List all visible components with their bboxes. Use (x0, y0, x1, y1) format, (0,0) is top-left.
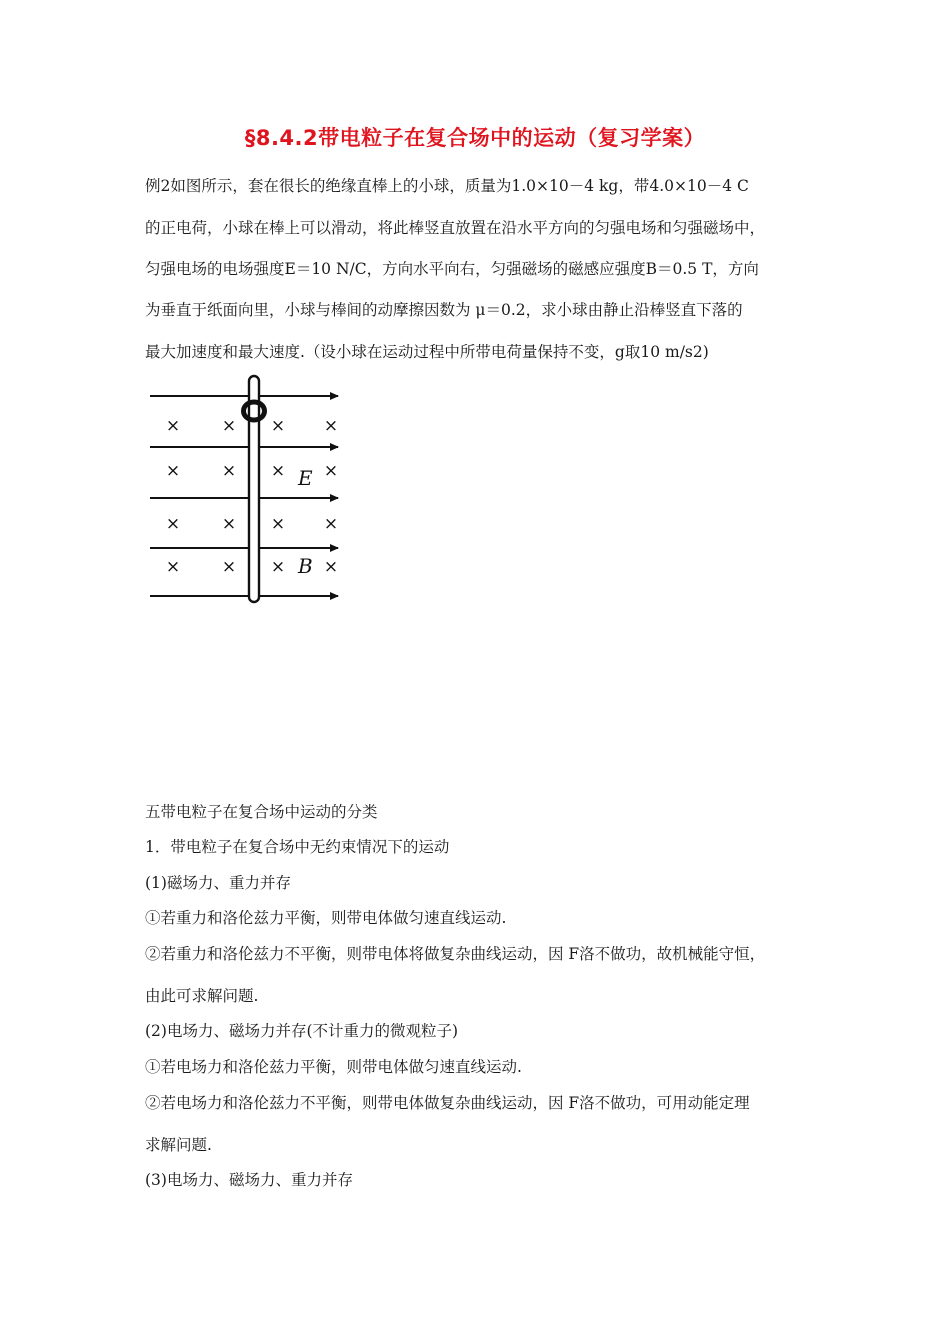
field-diagram (145, 372, 355, 608)
cross-mark: × (165, 514, 181, 534)
cross-mark: × (323, 416, 339, 436)
cross-mark: × (270, 514, 286, 534)
cross-mark: × (323, 557, 339, 577)
cross-mark: × (221, 557, 237, 577)
cross-mark: × (165, 461, 181, 481)
cross-mark: × (270, 416, 286, 436)
cross-mark: × (323, 514, 339, 534)
cross-mark: × (270, 461, 286, 481)
example-line-1: 例2如图所示，套在很长的绝缘直棒上的小球，质量为1.0×10－4 kg，带4.0×10－4 C (145, 177, 749, 195)
insulating-rod (249, 376, 259, 602)
section-line-11: (3)电场力、磁场力、重力并存 (145, 1171, 353, 1189)
section-line-3: (1)磁场力、重力并存 (145, 874, 291, 892)
cross-mark: × (221, 416, 237, 436)
cross-mark: × (165, 557, 181, 577)
section-line-8: ①若电场力和洛伦兹力平衡，则带电体做匀速直线运动. (145, 1058, 522, 1076)
section-line-7: (2)电场力、磁场力并存(不计重力的微观粒子) (145, 1022, 459, 1040)
field-label-b: B (298, 554, 313, 578)
page-title: §8.4.2带电粒子在复合场中的运动（复习学案） (244, 126, 706, 150)
cross-mark: × (270, 557, 286, 577)
section-heading: 五带电粒子在复合场中运动的分类 (145, 803, 378, 821)
section-line-2: 1．带电粒子在复合场中无约束情况下的运动 (145, 838, 450, 856)
section-line-10: 求解问题. (145, 1136, 212, 1154)
section-line-6: 由此可求解问题. (145, 987, 259, 1005)
cross-mark: × (221, 461, 237, 481)
example-line-4: 为垂直于纸面向里，小球与棒间的动摩擦因数为 μ＝0.2，求小球由静止沿棒竖直下落的 (145, 301, 743, 319)
field-label-e: E (298, 466, 313, 490)
cross-mark: × (323, 461, 339, 481)
example-line-2: 的正电荷，小球在棒上可以滑动，将此棒竖直放置在沿水平方向的匀强电场和匀强磁场中， (145, 219, 766, 237)
section-line-4: ①若重力和洛伦兹力平衡，则带电体做匀速直线运动. (145, 909, 507, 927)
example-line-3: 匀强电场的电场强度E＝10 N/C，方向水平向右，匀强磁场的磁感应强度B＝0.5 T，方向 (145, 260, 759, 278)
cross-mark: × (165, 416, 181, 436)
cross-mark: × (221, 514, 237, 534)
section-line-5: ②若重力和洛伦兹力不平衡，则带电体将做复杂曲线运动，因 F洛不做功，故机械能守恒， (145, 945, 766, 963)
example-line-5: 最大加速度和最大速度.（设小球在运动过程中所带电荷量保持不变，g取10 m/s2) (145, 343, 709, 361)
section-line-9: ②若电场力和洛伦兹力不平衡，则带电体做复杂曲线运动，因 F洛不做功，可用动能定理 (145, 1094, 750, 1112)
